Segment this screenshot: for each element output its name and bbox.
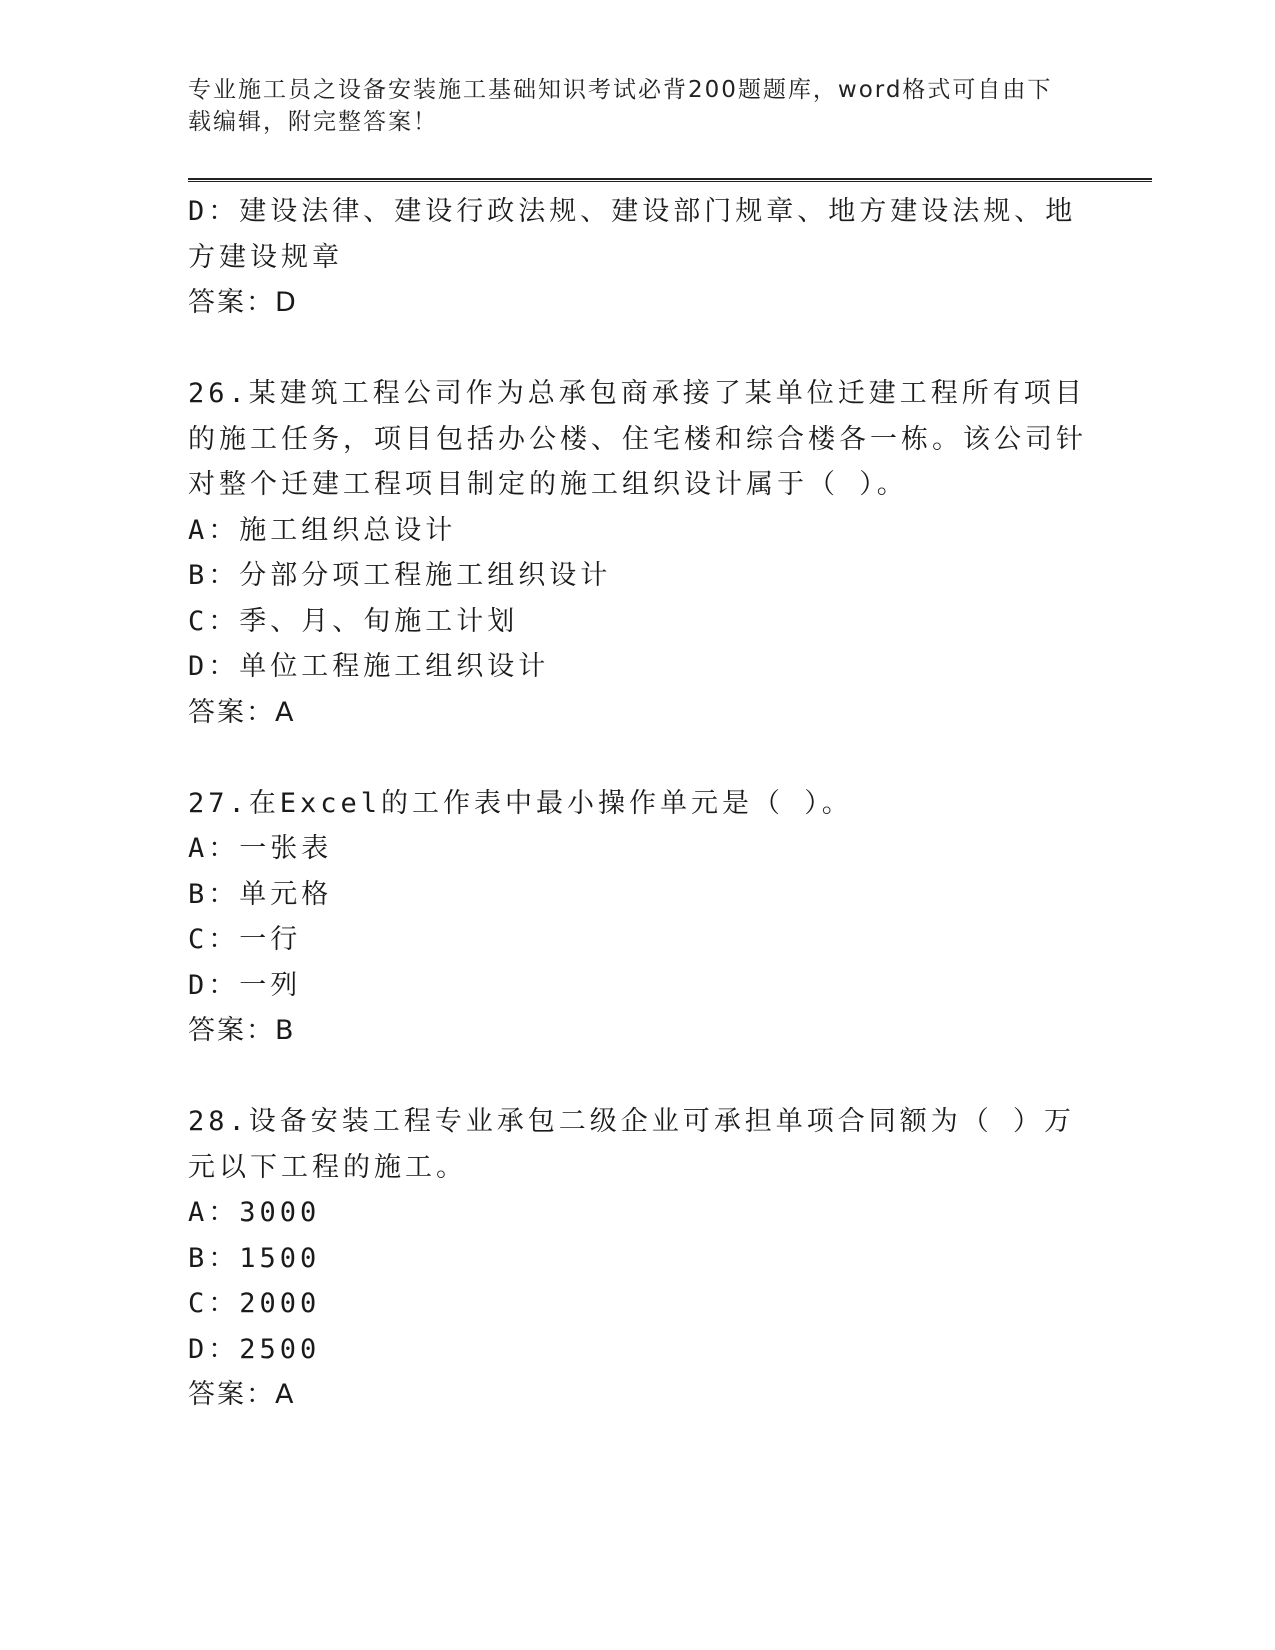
answer-label: 答案：B xyxy=(188,1015,296,1046)
option-d: D：单位工程施工组织设计 xyxy=(188,651,550,682)
spacer xyxy=(188,1054,1088,1100)
option-b: B：单元格 xyxy=(188,878,333,910)
option-d: D：2500 xyxy=(188,1333,321,1365)
option-c: C：季、月、旬施工计划 xyxy=(188,605,519,637)
question-stem: 28.设备安装工程专业承包二级企业可承担单项合同额为（ ）万元以下工程的施工。 xyxy=(188,1106,1076,1183)
option-d: D：建设法律、建设行政法规、建设部门规章、地方建设法规、地方建设规章 xyxy=(188,196,1077,273)
option-d: D：一列 xyxy=(188,969,302,1001)
header-divider xyxy=(188,178,1152,182)
question-stem: 26.某建筑工程公司作为总承包商承接了某单位迁建工程所有项目的施工任务，项目包括办公楼、住宅楼和综合楼各一栋。该公司针对整个迁建工程项目制定的施工组织设计属于（ ）。 xyxy=(188,378,1087,500)
option-a: A：一张表 xyxy=(188,833,333,864)
answer-label: 答案：A xyxy=(188,1379,296,1410)
option-b: B：1500 xyxy=(188,1242,321,1274)
option-a: A：3000 xyxy=(188,1197,321,1228)
answer-label: 答案：A xyxy=(188,696,296,728)
question-28 xyxy=(188,1099,1088,1418)
question-stem: 27.在Excel的工作表中最小操作单元是（ ）。 xyxy=(188,787,853,819)
question-26 xyxy=(188,371,1088,735)
answer-label: 答案：D xyxy=(188,287,298,318)
option-c: C：2000 xyxy=(188,1288,321,1319)
question-list xyxy=(188,189,1088,1418)
option-b: B：分部分项工程施工组织设计 xyxy=(188,560,612,591)
spacer xyxy=(188,735,1088,781)
question-25-tail xyxy=(188,189,1088,326)
question-27 xyxy=(188,781,1088,1054)
option-a: A：施工组织总设计 xyxy=(188,514,457,546)
option-c: C：一行 xyxy=(188,924,302,955)
spacer xyxy=(188,326,1088,372)
document-header: 专业施工员之设备安装施工基础知识考试必背200题题库，word格式可自由下载编辑，附完整答案！ xyxy=(188,77,1053,135)
